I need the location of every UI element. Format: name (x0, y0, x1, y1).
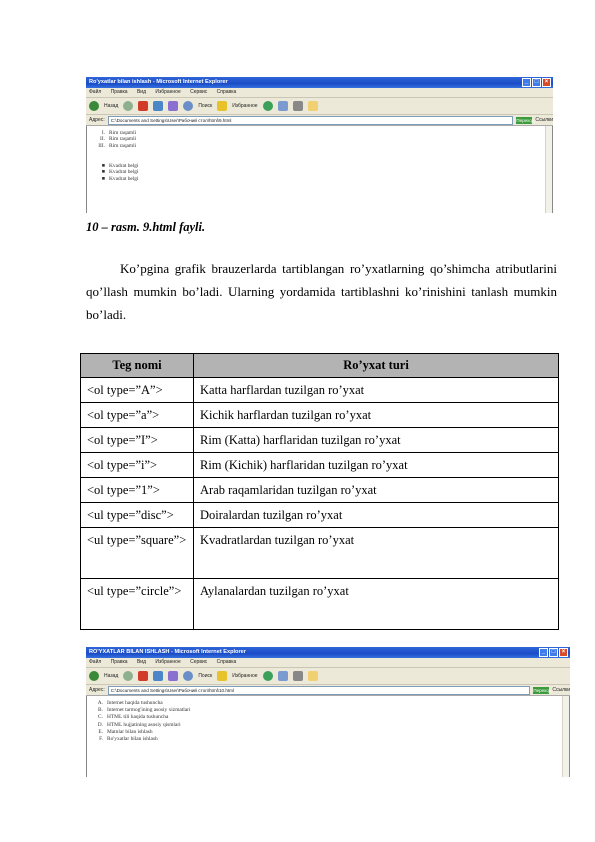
maximize-icon[interactable]: □ (532, 78, 541, 87)
list-item: D. HTML hujjatining asosiy qismlari (97, 721, 181, 728)
tag-cell: <ol type=”a”> (81, 403, 194, 428)
vertical-scrollbar[interactable] (545, 126, 552, 213)
list-item: ■ Kvadrat belgi (101, 169, 139, 176)
address-label: Адрес: (89, 687, 105, 693)
address-bar (86, 115, 553, 126)
menu-favorites[interactable]: Избранное (155, 659, 181, 665)
folder-icon[interactable] (308, 671, 318, 681)
print-icon[interactable] (293, 671, 303, 681)
menu-view[interactable]: Вид (136, 659, 147, 665)
refresh-icon[interactable] (153, 671, 163, 681)
tag-cell: <ol type=”1”> (81, 478, 194, 503)
forward-arrow-icon[interactable] (123, 101, 133, 111)
back-label[interactable]: Назад (104, 673, 119, 679)
window-titlebar (86, 647, 570, 658)
ordered-list-letters (91, 700, 190, 743)
favorites-label[interactable]: Избранное (232, 103, 258, 109)
table-row (81, 403, 559, 428)
page-viewport (86, 696, 570, 777)
tag-cell: <ol type=”A”> (81, 378, 194, 403)
list-item: ■ Kvadrat belgi (101, 163, 139, 169)
links-label[interactable]: Ссылки (535, 117, 553, 123)
type-cell: Katta harflardan tuzilgan ro’yxat (194, 378, 559, 403)
browser-toolbar (86, 98, 553, 115)
stop-icon[interactable] (138, 671, 148, 681)
menu-help[interactable]: Справка (216, 659, 237, 665)
table-row (81, 503, 559, 528)
unordered-list-square (93, 163, 139, 182)
window-title: Ro'yxatlar bilan ishlash - Microsoft Internet Explorer (89, 79, 228, 85)
type-cell: Kichik harflardan tuzilgan ro’yxat (194, 403, 559, 428)
table-row (81, 528, 559, 579)
list-item: E. Matnlar bilan ishlash (98, 728, 153, 735)
window-title: RO'YXATLAR BILAN ISHLASH - Microsoft Internet Explorer (89, 649, 246, 655)
mail-icon[interactable] (278, 101, 288, 111)
column-header-tag: Teg nomi (81, 354, 194, 378)
minimize-icon[interactable]: _ (522, 78, 531, 87)
minimize-icon[interactable]: _ (539, 648, 548, 657)
refresh-icon[interactable] (153, 101, 163, 111)
type-cell: Arab raqamlaridan tuzilgan ro’yxat (194, 478, 559, 503)
table-header-row (81, 354, 559, 378)
ordered-list-roman (93, 130, 136, 149)
favorites-star-icon[interactable] (217, 671, 227, 681)
browser-screenshot-2 (86, 647, 570, 777)
stop-icon[interactable] (138, 101, 148, 111)
table-row (81, 579, 559, 630)
table-row (81, 453, 559, 478)
menu-tools[interactable]: Сервис (190, 89, 208, 95)
column-header-type: Ro’yxat turi (194, 354, 559, 378)
figure-caption: 10 – rasm. 9.html fayli. (86, 220, 206, 234)
browser-toolbar (86, 668, 570, 685)
folder-icon[interactable] (308, 101, 318, 111)
address-label: Адрес: (89, 117, 105, 123)
vertical-scrollbar[interactable] (562, 696, 569, 777)
home-icon[interactable] (168, 671, 178, 681)
tag-cell: <ul type=”square”> (81, 528, 194, 579)
tag-cell: <ul type=”circle”> (81, 579, 194, 630)
table-row (81, 478, 559, 503)
address-bar (86, 685, 570, 696)
go-button[interactable]: Переход (533, 687, 552, 693)
back-label[interactable]: Назад (104, 103, 119, 109)
go-button[interactable]: Переход (516, 117, 535, 123)
type-cell: Kvadratlardan tuzilgan ro’yxat (194, 528, 559, 579)
home-icon[interactable] (168, 101, 178, 111)
menu-file[interactable]: Файл (89, 659, 102, 665)
search-label[interactable]: Поиск (198, 673, 213, 679)
search-icon[interactable] (183, 671, 193, 681)
tag-cell: <ul type=”disc”> (81, 503, 194, 528)
type-cell: Rim (Kichik) harflaridan tuzilgan ro’yxat (194, 453, 559, 478)
list-item: II. Rim raqamli (100, 136, 137, 143)
print-icon[interactable] (293, 101, 303, 111)
mail-icon[interactable] (278, 671, 288, 681)
tag-cell: <ol type=”I”> (81, 428, 194, 453)
menu-help[interactable]: Справка (216, 89, 237, 95)
media-icon[interactable] (263, 101, 273, 111)
search-icon[interactable] (183, 101, 193, 111)
menu-edit[interactable]: Правка (110, 89, 128, 95)
list-item: I. Rim raqamli (101, 130, 137, 136)
media-icon[interactable] (263, 671, 273, 681)
list-item: III. Rim raqamli (98, 142, 137, 149)
list-item: A. Internet haqida tushuncha (97, 700, 163, 706)
menu-file[interactable]: Файл (89, 89, 102, 95)
table-row (81, 378, 559, 403)
browser-screenshot-1 (86, 77, 553, 213)
back-arrow-icon[interactable] (89, 671, 99, 681)
type-cell: Rim (Katta) harflaridan tuzilgan ro’yxat (194, 428, 559, 453)
list-item: B. Internet tarmog'ining asosiy xizmatlari (98, 707, 191, 714)
window-titlebar (86, 77, 553, 88)
favorites-star-icon[interactable] (217, 101, 227, 111)
forward-arrow-icon[interactable] (123, 671, 133, 681)
menu-favorites[interactable]: Избранное (155, 89, 181, 95)
menu-bar (86, 88, 553, 98)
address-input[interactable]: C:\Documents and Settings\User\Рабочий стол\html\10.html (108, 686, 531, 695)
maximize-icon[interactable]: □ (549, 648, 558, 657)
links-label[interactable]: Ссылки (552, 687, 570, 693)
close-icon[interactable]: × (542, 78, 551, 87)
menu-tools[interactable]: Сервис (190, 659, 208, 665)
table-row (81, 428, 559, 453)
list-item: C. HTML tili haqida tushuncha (98, 714, 169, 721)
list-type-table (80, 353, 559, 630)
favorites-label[interactable]: Избранное (232, 673, 258, 679)
close-icon[interactable]: × (559, 648, 568, 657)
list-item: F. Ro'yxatlar bilan ishlash (99, 736, 158, 743)
page-viewport (86, 126, 553, 213)
type-cell: Doiralardan tuzilgan ro’yxat (194, 503, 559, 528)
menu-edit[interactable]: Правка (110, 659, 128, 665)
type-cell: Aylanalardan tuzilgan ro’yxat (194, 579, 559, 630)
address-input[interactable]: C:\Documents and Settings\User\Рабочий стол\html\9.html (108, 116, 514, 125)
menu-bar (86, 658, 570, 668)
body-paragraph: Ko’pgina grafik brauzerlarda tartiblangan ro’yxatlarning qo’shimcha atributlarini qo’llash mumkin bo’ladi. Ularning yordamida tartiblashni ko’rinishini tanlash mumkin bo’ladi. (86, 261, 557, 322)
list-item: ■ Kvadrat belgi (101, 175, 139, 182)
back-arrow-icon[interactable] (89, 101, 99, 111)
search-label[interactable]: Поиск (198, 103, 213, 109)
tag-cell: <ol type=”i”> (81, 453, 194, 478)
menu-view[interactable]: Вид (136, 89, 147, 95)
